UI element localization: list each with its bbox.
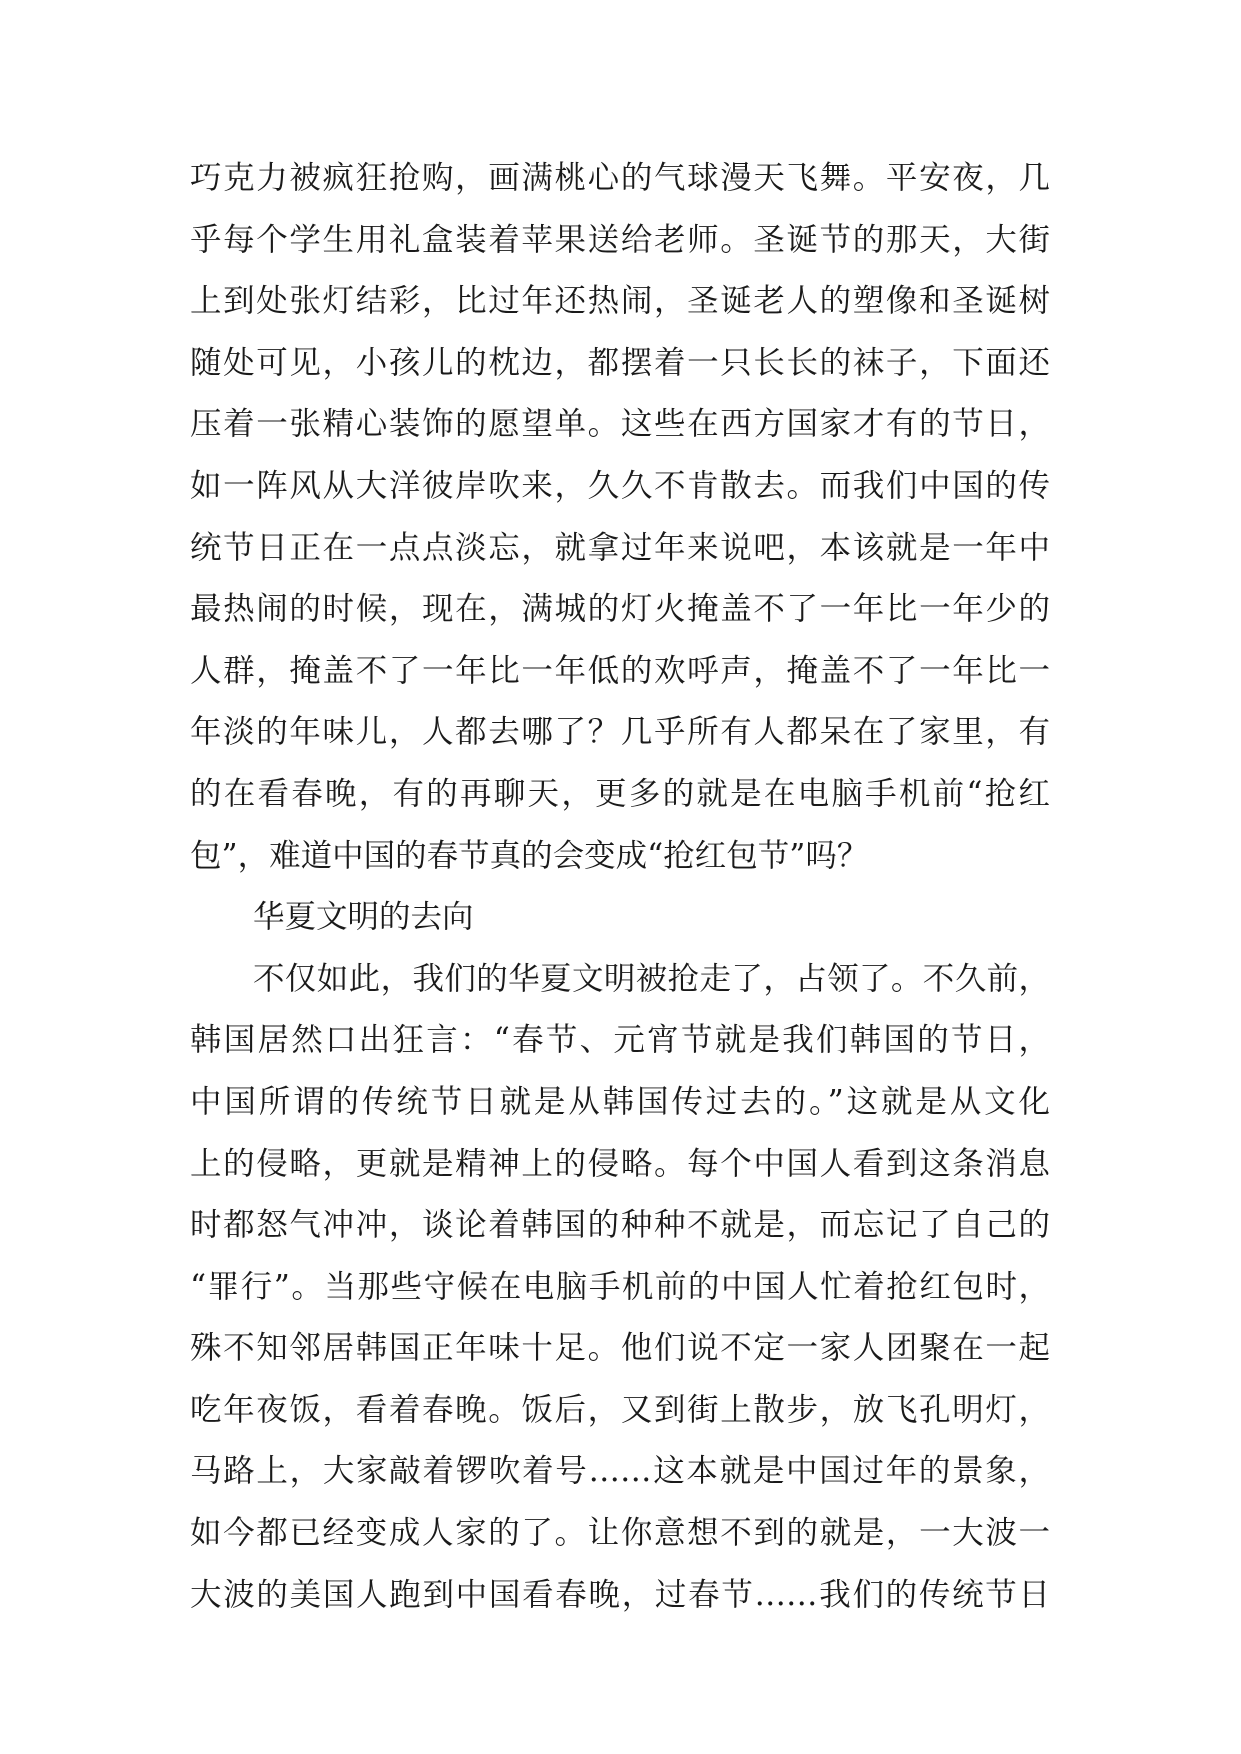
document-body (190, 148, 1050, 1626)
text-line: 吃年夜饭，看着春晚。饭后，又到街上散步，放飞孔明灯， (190, 1391, 1050, 1428)
text-line: 不仅如此，我们的华夏文明被抢走了，占领了。不久前， (253, 960, 1050, 997)
text-line: 统节日正在一点点淡忘，就拿过年来说吧，本该就是一年中 (190, 529, 1050, 566)
text-line: “罪行”。当那些守候在电脑手机前的中国人忙着抢红包时， (190, 1268, 1050, 1305)
text-line: 随处可见，小孩儿的枕边，都摆着一只长长的袜子，下面还 (190, 344, 1050, 381)
text-line: 马路上，大家敲着锣吹着号……这本就是中国过年的景象， (190, 1453, 1050, 1490)
text-line: 上到处张灯结彩，比过年还热闹，圣诞老人的塑像和圣诞树 (190, 283, 1050, 320)
text-line: 最热闹的时候，现在，满城的灯火掩盖不了一年比一年少的 (190, 591, 1050, 628)
text-line: 如今都已经变成人家的了。让你意想不到的就是，一大波一 (190, 1515, 1050, 1552)
text-line: 殊不知邻居韩国正年味十足。他们说不定一家人团聚在一起 (190, 1330, 1050, 1367)
text-line: 如一阵风从大洋彼岸吹来，久久不肯散去。而我们中国的传 (190, 467, 1050, 504)
text-line: 大波的美国人跑到中国看春晚，过春节……我们的传统节日 (190, 1576, 1050, 1613)
section-heading: 华夏文明的去向 (253, 899, 474, 936)
text-line: 包”，难道中国的春节真的会变成“抢红包节”吗？ (190, 837, 869, 874)
text-line: 年淡的年味儿，人都去哪了？几乎所有人都呆在了家里，有 (190, 714, 1050, 751)
text-line: 人群，掩盖不了一年比一年低的欢呼声，掩盖不了一年比一 (190, 652, 1050, 689)
text-line: 的在看春晚，有的再聊天，更多的就是在电脑手机前“抢红 (190, 775, 1050, 812)
text-line: 压着一张精心装饰的愿望单。这些在西方国家才有的节日， (190, 406, 1050, 443)
text-line: 韩国居然口出狂言：“春节、元宵节就是我们韩国的节日， (190, 1022, 1050, 1059)
text-line: 上的侵略，更就是精神上的侵略。每个中国人看到这条消息 (190, 1145, 1050, 1182)
text-line: 中国所谓的传统节日就是从韩国传过去的。”这就是从文化 (190, 1083, 1050, 1120)
text-line: 时都怒气冲冲，谈论着韩国的种种不就是，而忘记了自己的 (190, 1207, 1050, 1244)
text-line: 乎每个学生用礼盒装着苹果送给老师。圣诞节的那天，大街 (190, 221, 1050, 258)
text-line: 巧克力被疯狂抢购，画满桃心的气球漫天飞舞。平安夜，几 (190, 160, 1050, 196)
